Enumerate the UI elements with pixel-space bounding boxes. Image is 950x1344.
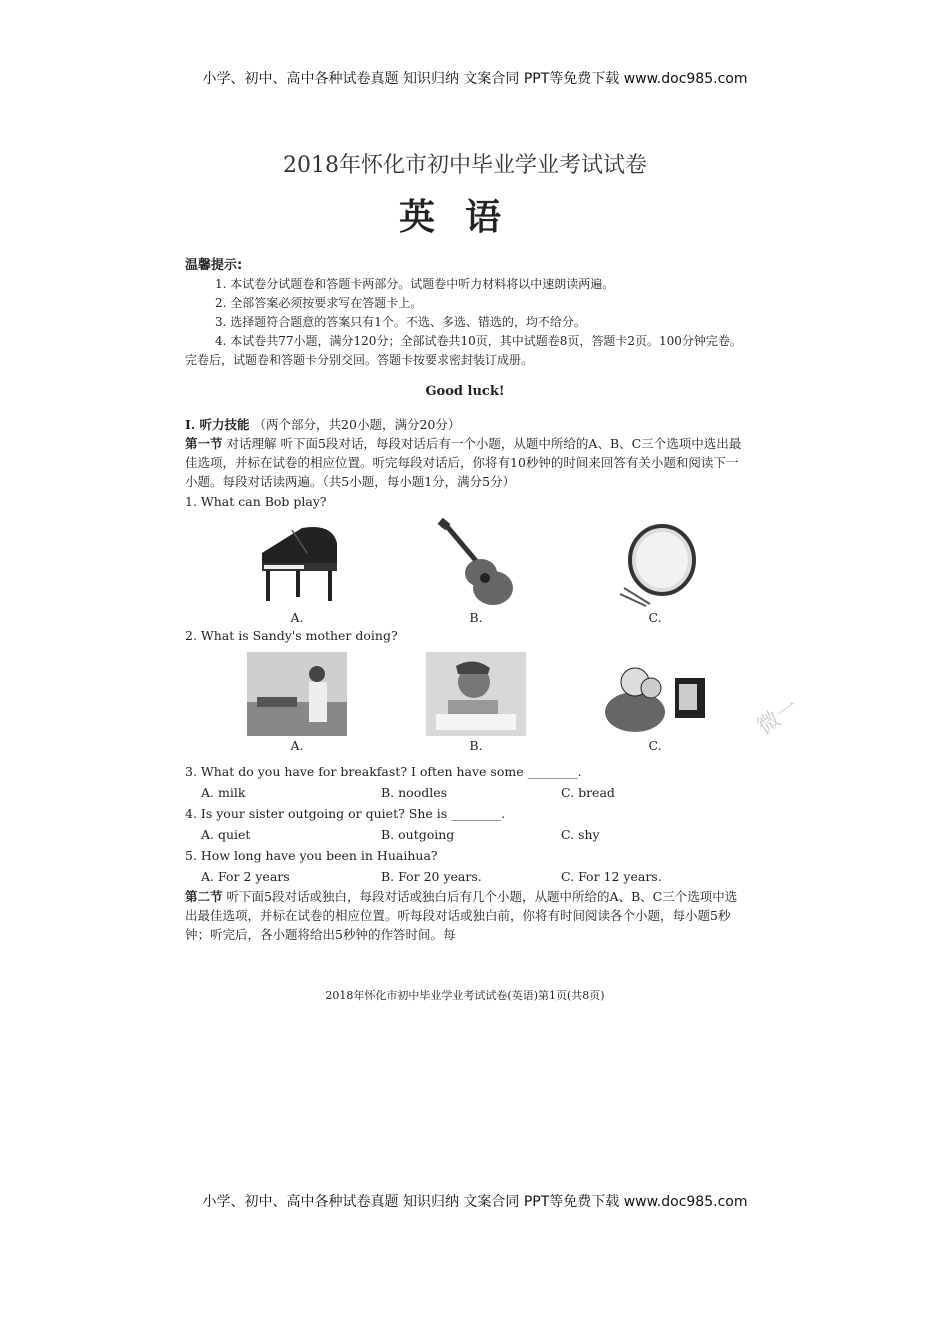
exam-title: 2018年怀化市初中毕业学业考试试卷 (283, 153, 647, 178)
guitar-icon (431, 518, 521, 608)
q2-option-b (416, 652, 536, 753)
tip-item: 1. 本试卷分试题卷和答题卡两部分。试题卷中听力材料将以中速朗读两遍。 (215, 277, 615, 291)
question-2: 2. What is Sandy's mother doing? (185, 628, 398, 643)
piano-icon (252, 518, 342, 608)
q3-option-c: C. bread (561, 785, 615, 800)
q1-option-b (416, 518, 536, 625)
writing-boy-photo-icon (426, 652, 526, 736)
q3-option-a: A. milk (201, 785, 246, 800)
q1-option-a (237, 518, 357, 625)
drum-icon (610, 518, 700, 608)
q4-options (185, 824, 745, 845)
good-luck: Good luck! (425, 384, 505, 399)
part1-heading-line (185, 415, 745, 434)
header-banner: 小学、初中、高中各种试卷真题 知识归纳 文案合同 PPT等免费下载 www.doc985.com (202, 71, 748, 87)
q5-option-b: B. For 20 years. (381, 869, 482, 884)
subject-title: 英语 (398, 196, 531, 238)
q1-image-row (185, 518, 745, 625)
q3-option-b: B. noodles (381, 785, 448, 800)
watching-tv-cartoon-icon (595, 652, 715, 736)
section2-title: 第二节 (185, 889, 223, 904)
q1-label-c: C. (648, 610, 662, 625)
section1-title: 第一节 (185, 436, 223, 451)
tip-item: 4. 本试卷共77小题，满分120分；全部试卷共10页，其中试题卷8页，答题卡2页。100分钟完卷。完卷后，试题卷和答题卡分别交回。答题卡按要求密封装订成册。 (185, 334, 742, 367)
q5-option-c: C. For 12 years. (561, 869, 662, 884)
exam-page (185, 140, 745, 944)
q3-options (185, 782, 745, 803)
q4-option-c: C. shy (561, 827, 600, 842)
washing-dishes-photo-icon (247, 652, 347, 736)
q4-option-a: A. quiet (201, 827, 251, 842)
part1-heading: I. 听力技能 (185, 417, 250, 432)
q1-label-a: A. (290, 610, 304, 625)
q2-image-row (185, 652, 745, 753)
q5-option-a: A. For 2 years (201, 869, 290, 884)
q1-label-b: B. (469, 610, 483, 625)
q2-label-a: A. (290, 738, 304, 753)
q5-options (185, 866, 745, 887)
footer-banner: 小学、初中、高中各种试卷真题 知识归纳 文案合同 PPT等免费下载 www.doc985.com (202, 1194, 748, 1210)
watermark: 微一 (752, 694, 804, 741)
tips-heading: 温馨提示: (185, 258, 243, 273)
page-footer: 2018年怀化市初中毕业学业考试试卷(英语)第1页(共8页) (325, 989, 605, 1002)
q2-label-c: C. (648, 738, 662, 753)
section2-text: 听下面5段对话或独白，每段对话或独白后有几个小题，从题中所给的A、B、C三个选项中选出最佳选项，并标在试卷的相应位置。听每段对话或独白前，你将有时间阅读各个小题，每小题5秒钟；听完后，各小题将给出5秒钟的作答时间。每 (185, 889, 738, 942)
q2-label-b: B. (469, 738, 483, 753)
q4-option-b: B. outgoing (381, 827, 455, 842)
q2-option-c (595, 652, 715, 753)
question-3: 3. What do you have for breakfast? I often have some ________. (185, 764, 582, 779)
tip-item: 3. 选择题符合题意的答案只有1个。不选、多选、错选的，均不给分。 (215, 315, 586, 329)
question-4: 4. Is your sister outgoing or quiet? She is ________. (185, 806, 506, 821)
tip-item: 2. 全部答案必须按要求写在答题卡上。 (215, 296, 423, 310)
section1-text: 对话理解 听下面5段对话，每段对话后有一个小题，从题中所给的A、B、C三个选项中选出最佳选项，并标在试卷的相应位置。听完每段对话后，你将有10秒钟的时间来回答有关小题和阅读下一小题。每段对话读两遍。（共5小题，每小题1分，满分5分） (185, 436, 742, 489)
section1-instructions (185, 434, 745, 491)
part1-heading-note: （两个部分，共20小题，满分20分） (253, 417, 461, 432)
question-5: 5. How long have you been in Huaihua? (185, 848, 438, 863)
q1-option-c (595, 518, 715, 625)
question-1: 1. What can Bob play? (185, 494, 327, 509)
q2-option-a (237, 652, 357, 753)
section2-instructions (185, 887, 745, 944)
